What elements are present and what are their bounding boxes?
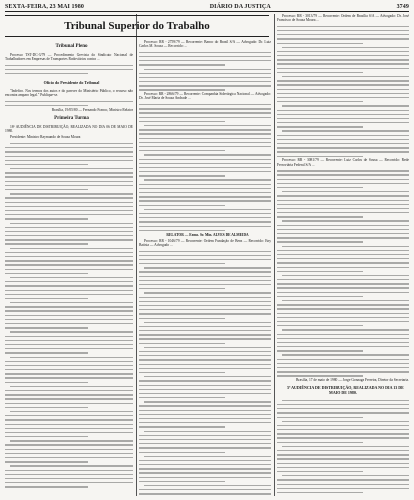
- column-rule: [136, 14, 137, 496]
- paragraph: Processo: RR - 2759/79 — Recorrente: Banco do Brasil S/A — Advogado: Dr. Luiz Carlos M. Sousa — Recorrido: ...: [139, 40, 271, 49]
- text-columns: [5, 14, 409, 496]
- column-rule: [274, 14, 275, 496]
- signature: Brasília, 19/05/80 — Fernando Franco, Ministro Relator: [51, 107, 133, 112]
- paragraph: Processo TST-DC-3/79 — Procedimento Grevista do Sindicato Nacional de Trabalhadores em Empresas de Transportes Rodoviários contra ...: [5, 53, 133, 62]
- column-3: [277, 14, 409, 496]
- text-line: [277, 154, 409, 158]
- paragraph: 18ª AUDIÊNCIA DE DISTRIBUIÇÃO, REALIZADA NO DIA 06 DE MAIO DE 1980.: [5, 124, 133, 134]
- header-page-number: 3749: [396, 4, 409, 10]
- paragraph: Processo: RR - 1046/79 — Recorrente: Ordem Fundação de Bens — Recorrido: Eny Batista — Advogado ...: [139, 238, 271, 247]
- paragraph: RELATOR — Exmo. Sr. Min. ALVES DE ALMEIDA: [166, 232, 249, 237]
- page-header: [5, 4, 409, 12]
- paragraph: Processo: RR - 3081/79 — Recorrente: Luiz Carlos de Sousa — Recorrido: Rede Ferroviária Federal S/A ...: [277, 158, 409, 167]
- paragraph: Processo: RR - 3013/79 — Recorrente: Ordem de Brasília S/A — Advogado: Dr. José Francisco de Souza Moura ...: [277, 14, 409, 23]
- subheading: 5ª AUDIÊNCIA DE DISTRIBUIÇÃO, REALIZADA NO DIA 13 DE MAIO DE 1980.: [287, 385, 404, 396]
- masthead-title: Tribunal Superior do Trabalho: [5, 15, 269, 37]
- text-line: [139, 88, 271, 92]
- section-title: Primeira Turma: [54, 115, 89, 121]
- subheading: Ofício do Presidente do Tribunal: [43, 79, 100, 85]
- text-line: [5, 104, 133, 108]
- text-line: [5, 72, 133, 76]
- header-date: SEXTA-FEIRA, 23 MAI 1980: [5, 4, 84, 10]
- column-2: [139, 40, 271, 496]
- column-1: [5, 40, 133, 496]
- section-title: Tribunal Pleno: [55, 44, 88, 49]
- paragraph: Presidente: Ministro Raymundo de Souza Moura: [10, 135, 81, 140]
- paragraph: "Indefiro. Nos termos dos autos e do parecer do Ministério Público, o recurso não encontra amparo legal." Publique-se.: [5, 88, 133, 98]
- signature: Brasília, 17 de maio de 1980 — Jorge Gonzaga Ferreira, Diretor da Secretaria.: [296, 378, 409, 383]
- text-line: [277, 374, 409, 378]
- text-line: [5, 485, 133, 489]
- paragraph: Processo: RR - 2866/79 — Recorrente: Companhia Siderúrgica Nacional — Advogado: Dr. José Maria de Souza Andrade ...: [139, 92, 271, 101]
- header-journal: DIÁRIO DA JUSTIÇA: [209, 4, 271, 10]
- text-line: [139, 228, 271, 232]
- text-line: [277, 491, 409, 495]
